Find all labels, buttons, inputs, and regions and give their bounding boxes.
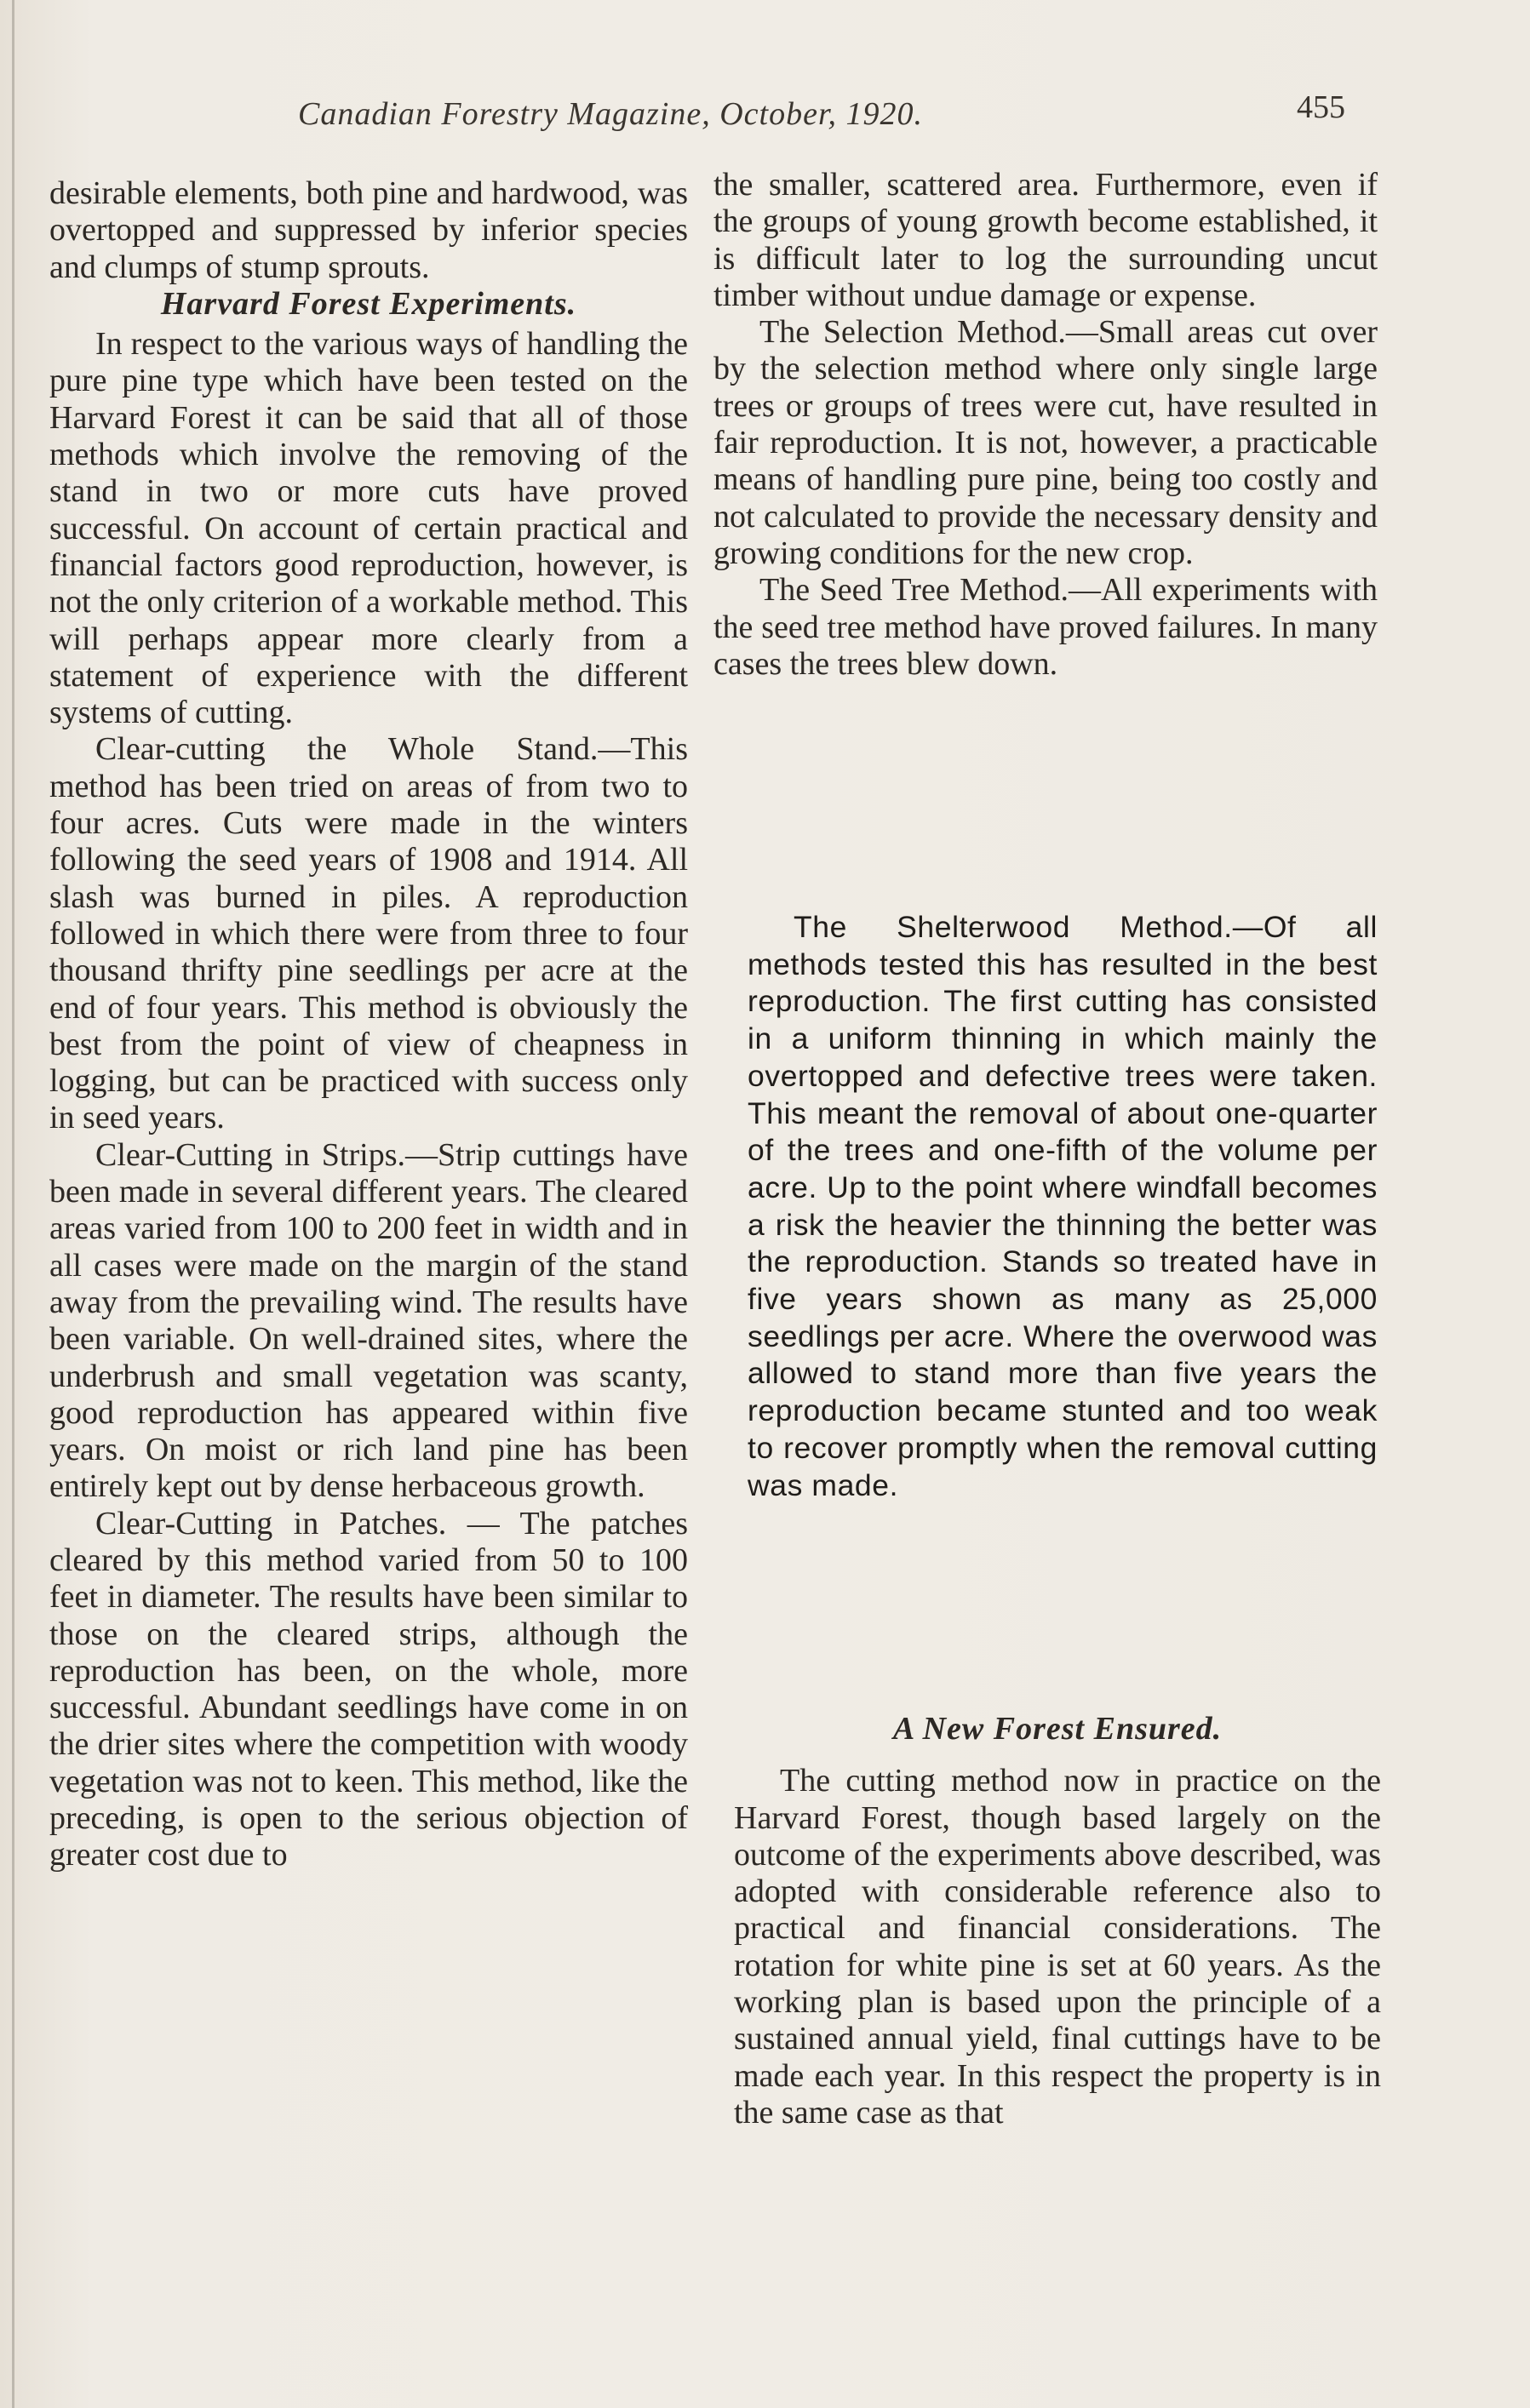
running-title: Canadian Forestry Magazine, October, 1920. xyxy=(298,96,924,132)
paragraph-new-forest: The cutting method now in practice on the Harvard Forest, though based largely on the outcome of the experiments above described, was adopted with considerable reference also to practical and financial considerations. The rotation for white pine is set at 60 years. As the working plan is based upon the principle of a sustained annual yield, final cuttings have to be made each year. In this respect the property is in the same case as that xyxy=(734,1763,1381,2131)
paragraph-intro-continued: desirable elements, both pine and hardwood, was overtopped and suppressed by inferior species and clumps of stump sprouts. xyxy=(49,175,688,285)
right-column-top xyxy=(713,167,1378,683)
paragraph-clear-cutting-strips: Clear-Cutting in Strips.—Strip cuttings have been made in several different years. The cleared areas varied from 100 to 200 feet in width and in all cases were made on the margin of the stand away from the prevailing wind. The results have been variable. On well-drained sites, where the underbrush and small vegetation was scanty, good reproduction has appeared within five years. On moist or rich land pine has been entirely kept out by dense herbaceous growth. xyxy=(49,1136,688,1505)
paragraph-clear-cutting-patches: Clear-Cutting in Patches. — The patches cleared by this method varied from 50 to 100 feet in diameter. The results have been similar to those on the cleared strips, although the reproduction has been, on the whole, more successful. Abundant seedlings have come in on the drier sites where the competition with woody vegetation was not to keen. This method, like the preceding, is open to the serious objection of greater cost due to xyxy=(49,1505,688,1873)
paragraph-clear-cutting-whole-stand: Clear-cutting the Whole Stand.—This method has been tried on areas of from two to four acres. Cuts were made in the winters following the seed years of 1908 and 1914. All slash was burned in piles. A reproduction followed in which there were from three to four thousand thrifty pine seedlings per acre at the end of four years. This method is obviously the best from the point of view of cheapness in logging, but can be practiced with success only in seed years. xyxy=(49,731,688,1136)
section-heading-new-forest: A New Forest Ensured. xyxy=(892,1711,1223,1747)
paragraph-selection-method: The Selection Method.—Small areas cut over by the selection method where only single large trees or groups of trees were cut, have resulted in fair reproduction. It is not, however, a practicable means of handling pure pine, being too costly and not calculated to provide the necessary density and growing conditions for the new crop. xyxy=(713,314,1378,571)
right-column-bottom xyxy=(734,1711,1381,2131)
paragraph-seed-tree-method: The Seed Tree Method.—All experiments with the seed tree method have proved failures. In many cases the trees blew down. xyxy=(713,572,1378,682)
paragraph-continued: the smaller, scattered area. Furthermore, even if the groups of young growth become established, it is difficult later to log the surrounding uncut timber without undue damage or expense. xyxy=(713,167,1378,313)
right-column-shelterwood xyxy=(748,909,1378,1504)
binding-margin-line xyxy=(12,0,14,2408)
page-number: 455 xyxy=(1297,89,1345,125)
paragraph-experiments: In respect to the various ways of handling the pure pine type which have been tested on the Harvard Forest it can be said that all of those methods which involve the removing of the stand in two or more cuts have proved successful. On account of certain practical and financial factors good reproduction, however, is not the only criterion of a workable method. This will perhaps appear more clearly from a statement of experience with the different systems of cutting. xyxy=(49,326,688,731)
left-column xyxy=(49,175,688,1874)
section-heading-harvard-forest: Harvard Forest Experiments. xyxy=(160,285,577,322)
paragraph-shelterwood-method: The Shelterwood Method.—Of all methods tested this has resulted in the best reproduction. The first cutting has consisted in a uniform thinning in which mainly the overtopped and defective trees were taken. This meant the removal of about one-quarter of the trees and one-fifth of the volume per acre. Up to the point where windfall becomes a risk the heavier the thinning the better was the reproduction. Stands so treated have in five years shown as many as 25,000 seedlings per acre. Where the overwood was allowed to stand more than five years the reproduction became stunted and too weak to recover promptly when the removal cutting was made. xyxy=(748,910,1378,1502)
